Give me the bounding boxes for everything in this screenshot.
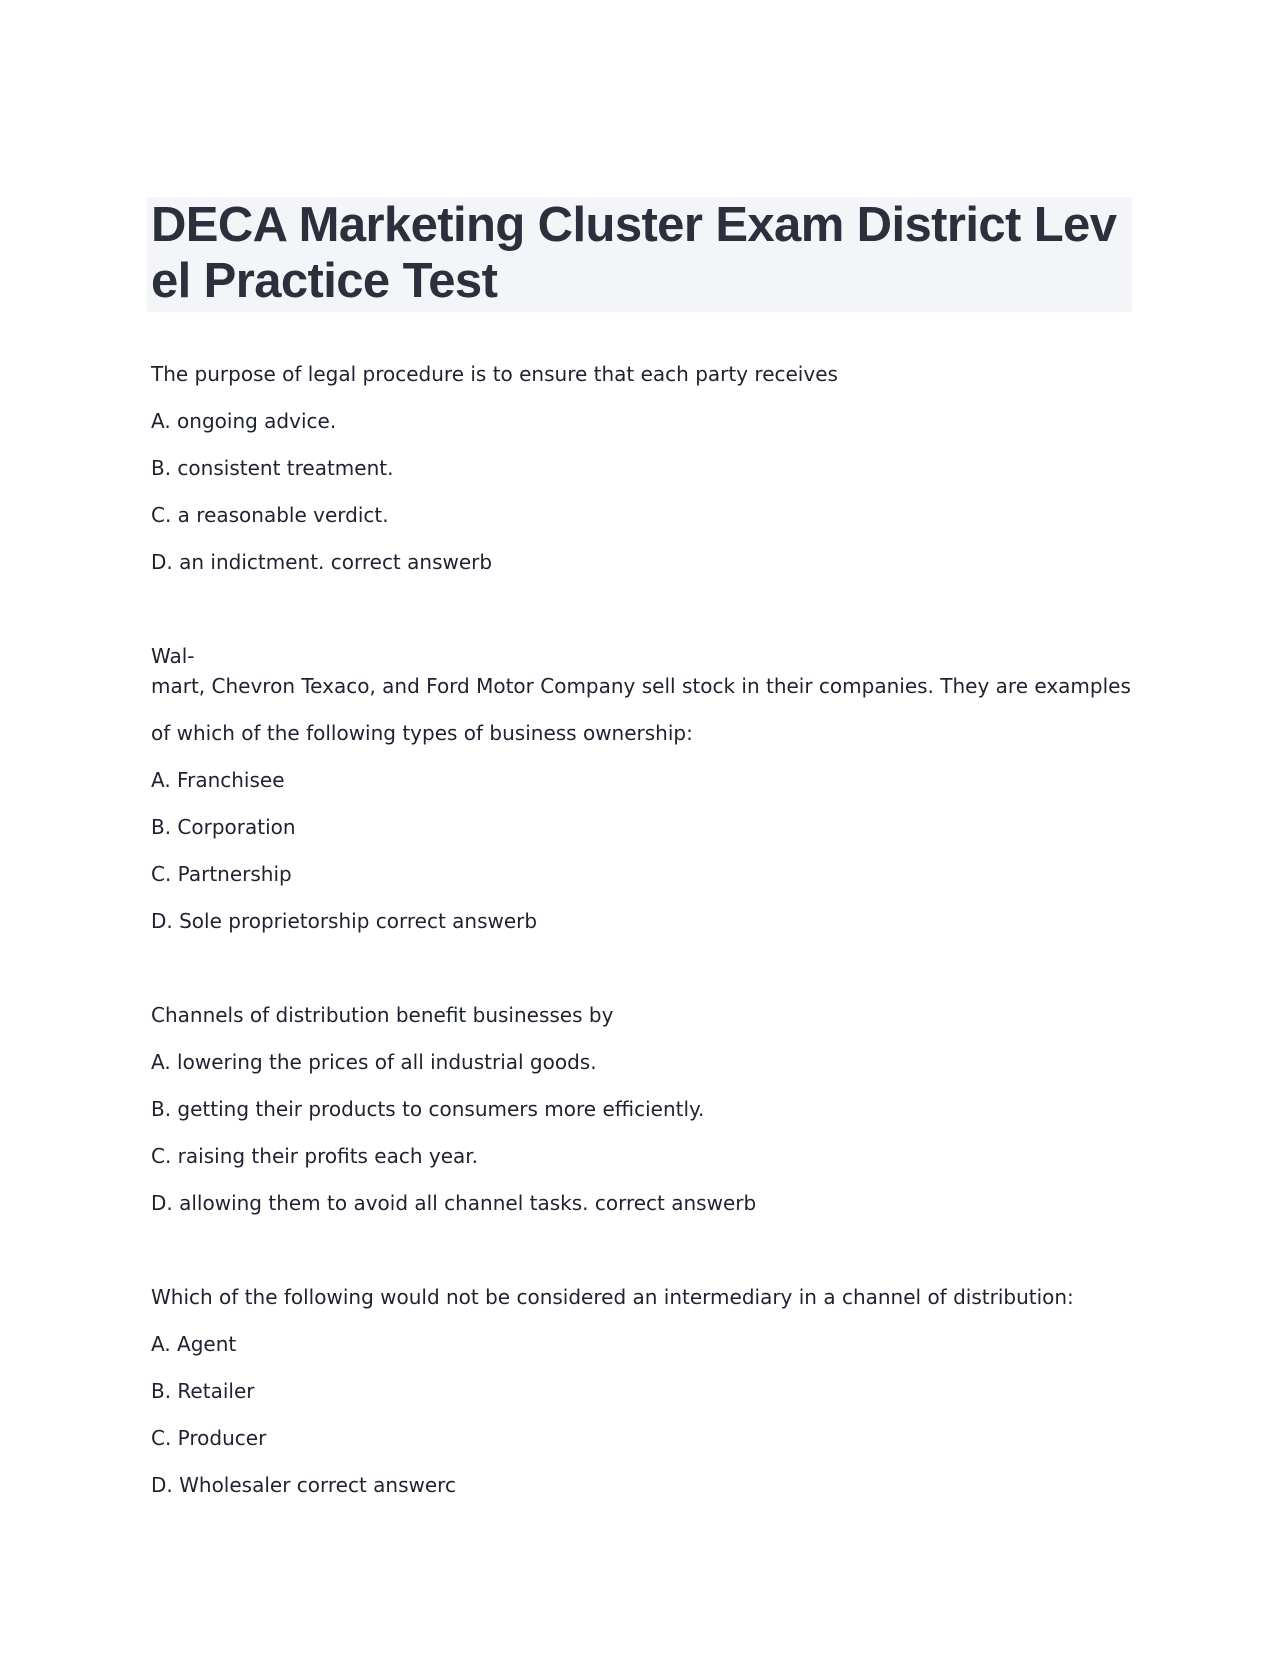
- question-3-option-b: B. getting their products to consumers more efficiently.: [151, 1097, 705, 1121]
- question-3-option-a: A. lowering the prices of all industrial goods.: [151, 1050, 597, 1074]
- question-4-option-a: A. Agent: [151, 1332, 237, 1356]
- question-3-option-d: D. allowing them to avoid all channel tasks. correct answerb: [151, 1191, 757, 1215]
- title-block: [147, 197, 1132, 312]
- document-title: DECA Marketing Cluster Exam District Level Practice Test: [151, 198, 1117, 308]
- question-3-option-c: C. raising their profits each year.: [151, 1144, 479, 1168]
- question-4-stem: Which of the following would not be considered an intermediary in a channel of distribution:: [151, 1285, 1074, 1309]
- question-2-stem-line-3: of which of the following types of business ownership:: [151, 721, 693, 745]
- question-2-option-d: D. Sole proprietorship correct answerb: [151, 909, 538, 933]
- question-4-option-c: C. Producer: [151, 1426, 267, 1450]
- question-4-option-b: B. Retailer: [151, 1379, 255, 1403]
- question-1-option-b: B. consistent treatment.: [151, 456, 394, 480]
- question-1-option-c: C. a reasonable verdict.: [151, 503, 389, 527]
- question-1-option-d: D. an indictment. correct answerb: [151, 550, 493, 574]
- question-4-option-d: D. Wholesaler correct answerc: [151, 1473, 456, 1497]
- question-2-stem-line-1: Wal-: [151, 644, 195, 668]
- question-1-option-a: A. ongoing advice.: [151, 409, 337, 433]
- question-2-option-a: A. Franchisee: [151, 768, 285, 792]
- question-2-stem-line-2: mart, Chevron Texaco, and Ford Motor Company sell stock in their companies. They are examples: [151, 674, 1131, 698]
- question-1-stem: The purpose of legal procedure is to ensure that each party receives: [151, 362, 838, 386]
- question-3-stem: Channels of distribution benefit businesses by: [151, 1003, 614, 1027]
- question-2-option-c: C. Partnership: [151, 862, 292, 886]
- question-2-option-b: B. Corporation: [151, 815, 296, 839]
